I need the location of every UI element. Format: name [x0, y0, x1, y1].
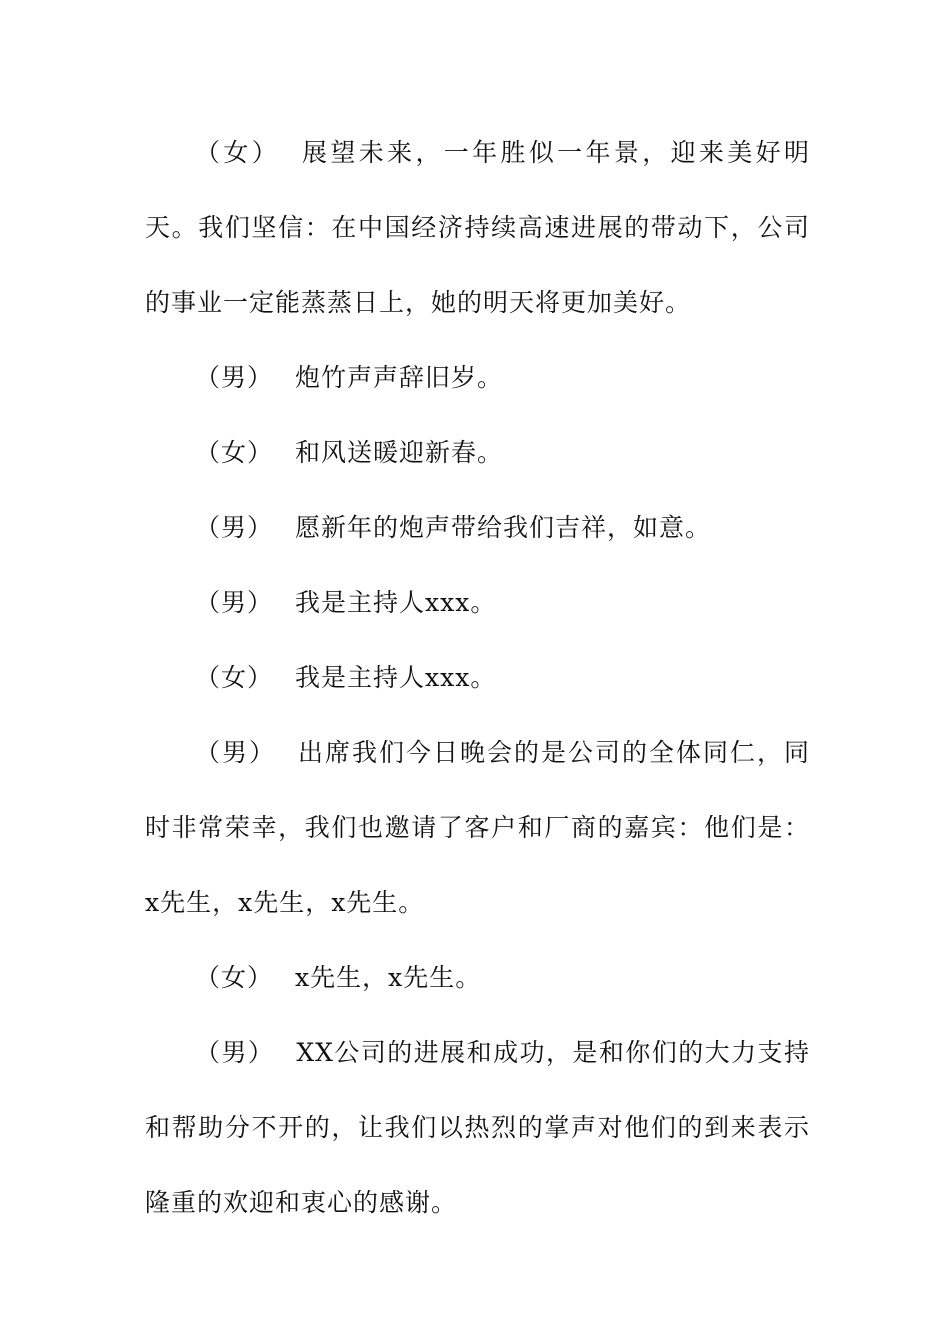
- paragraph-text: 我是主持人xxx。: [295, 588, 497, 617]
- paragraph-text: x先生，x先生。: [295, 963, 482, 992]
- speaker-label: （男）: [195, 738, 276, 767]
- paragraph: [145, 640, 810, 715]
- paragraph: [145, 1015, 810, 1240]
- paragraph: [145, 340, 810, 415]
- paragraph: [145, 415, 810, 490]
- paragraph-text: 展望未来，一年胜似一年景，迎来美好明天。我们坚信：在中国经济持续高速进展的带动下，公司的事业一定能蒸蒸日上，她的明天将更加美好。: [145, 138, 810, 317]
- paragraph: [145, 115, 810, 340]
- document-body: [145, 115, 810, 1240]
- speaker-label: （女）: [195, 138, 281, 167]
- paragraph-text: 炮竹声声辞旧岁。: [295, 363, 504, 392]
- speaker-label: （男）: [195, 588, 274, 617]
- speaker-label: （女）: [195, 963, 274, 992]
- speaker-label: （男）: [195, 363, 274, 392]
- paragraph-text: 我是主持人xxx。: [295, 663, 497, 692]
- paragraph-text: 和风送暖迎新春。: [295, 438, 504, 467]
- speaker-label: （男）: [195, 1038, 275, 1067]
- paragraph-text: XX公司的进展和成功，是和你们的大力支持和帮助分不开的，让我们以热烈的掌声对他们的到来表示隆重的欢迎和衷心的感谢。: [145, 1038, 810, 1217]
- paragraph: [145, 565, 810, 640]
- paragraph: [145, 715, 810, 940]
- paragraph-text: 愿新年的炮声带给我们吉祥，如意。: [295, 513, 712, 542]
- paragraph: [145, 490, 810, 565]
- speaker-label: （女）: [195, 663, 274, 692]
- paragraph: [145, 940, 810, 1015]
- speaker-label: （女）: [195, 438, 274, 467]
- paragraph-text: 出席我们今日晚会的是公司的全体同仁，同时非常荣幸，我们也邀请了客户和厂商的嘉宾：他们是：x先生，x先生，x先生。: [145, 738, 810, 917]
- speaker-label: （男）: [195, 513, 274, 542]
